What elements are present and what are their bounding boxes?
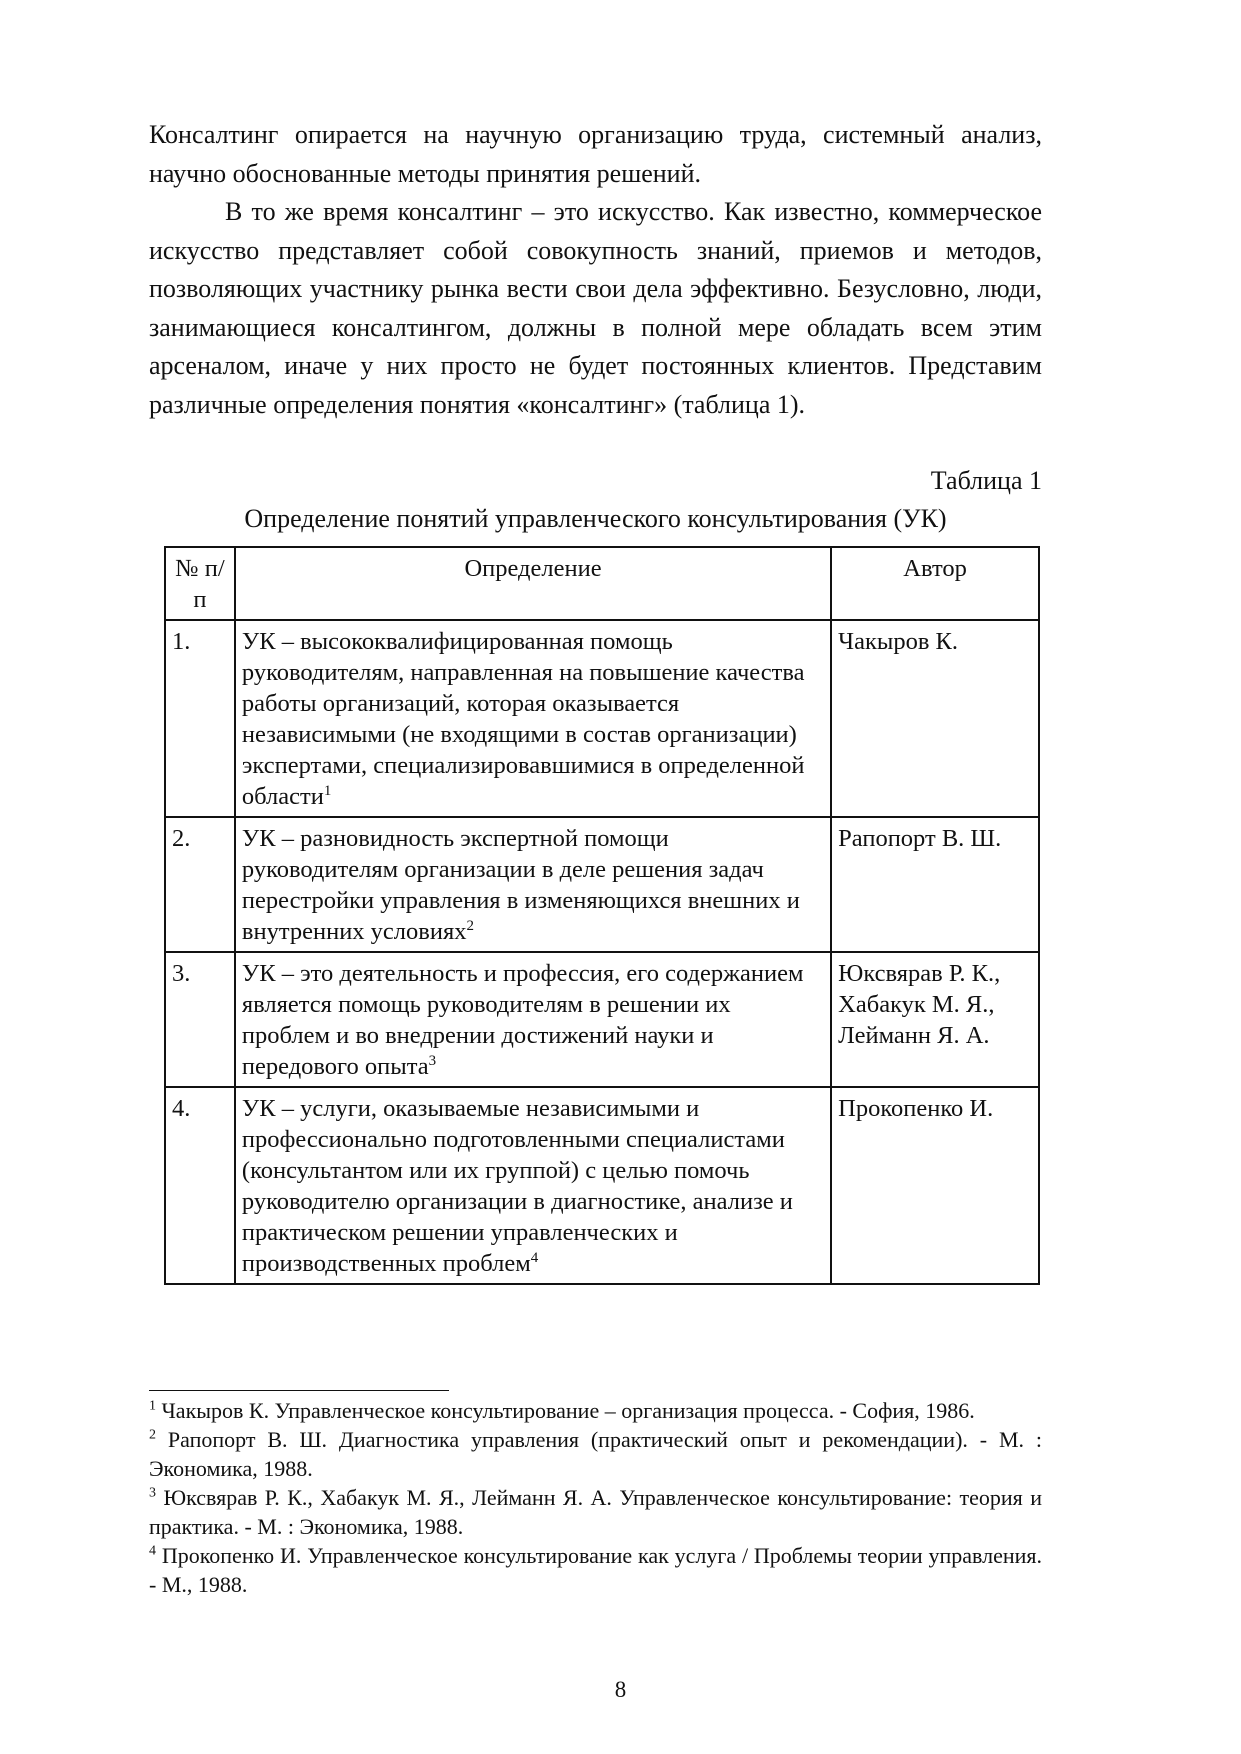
footnote-ref[interactable]: 1 [323,782,332,799]
definition-text: УК – разновидность экспертной помощи руководителям организации в деле решения задач перестройки управления в изменяющихся внешних и внутренних условиях [241,825,800,945]
header-num: № п/п [165,547,235,620]
row-definition [235,817,831,952]
header-definition: Определение [235,547,831,620]
footnote-mark: 1 [149,1398,156,1414]
footnote-mark: 3 [149,1485,156,1501]
footnote-ref[interactable]: 4 [530,1249,539,1266]
footnote-mark: 2 [149,1427,156,1443]
footnote-2 [149,1425,1042,1483]
footnotes [149,1396,1042,1599]
table-row [165,1087,1039,1284]
footnote-3 [149,1483,1042,1541]
row-author: Прокопенко И. [831,1087,1039,1284]
footnote-text: Рапопорт В. Ш. Диагностика управления (практический опыт и рекомендации). - М. : Экономика, 1988. [149,1427,1043,1481]
paragraph-2: В то же время консалтинг – это искусство. Как известно, коммерческое искусство представляет собой совокупность знаний, приемов и методов, позволяющих участнику рынка вести свои дела эффективно. Безусловно, люди, занимающиеся консалтингом, должны в полной мере обладать всем этим арсеналом, иначе у них просто не будет постоянных клиентов. Представим различные определения понятия «консалтинг» (таблица 1). [149,197,1042,419]
footnote-text: Прокопенко И. Управленческое консультирование как услуга / Проблемы теории управления. - М., 1988. [149,1543,1042,1597]
footnote-mark: 4 [149,1543,156,1559]
row-author: Рапопорт В. Ш. [831,817,1039,952]
definition-text: УК – услуги, оказываемые независимыми и профессионально подготовленными специалистами (консультантом или их группой) с целью помочь руководителю организации в диагностике, анализе и практическом решении управленческих и производственных проблем [241,1095,793,1277]
table-row [165,952,1039,1087]
footnote-ref[interactable]: 3 [428,1052,437,1069]
footnote-text: Чакыров К. Управленческое консультирование – организация процесса. - София, 1986. [161,1398,975,1423]
footnote-1 [149,1396,1042,1425]
row-num: 1. [165,620,235,817]
table-label: Таблица 1 [930,466,1042,495]
table-row [165,817,1039,952]
page-number: 8 [614,1677,627,1702]
row-author: Чакыров К. [831,620,1039,817]
footnote-text: Юксвярав Р. К., Хабакук М. Я., Лейманн Я. А. Управленческое консультирование: теория и практика. - М. : Экономика, 1988. [149,1485,1043,1539]
row-definition [235,1087,831,1284]
footnote-ref[interactable]: 2 [466,917,474,934]
table-row [165,620,1039,817]
header-author: Автор [831,547,1039,620]
row-num: 2. [165,817,235,952]
definition-text: УК – высококвалифицированная помощь руководителям, направленная на повышение качества работы организаций, которая оказывается независимыми (не входящими в состав организации) экспертами, специализировавшимися в определенной области [241,628,805,810]
table-header-row [165,547,1039,620]
row-author: Юксвярав Р. К., Хабакук М. Я., Лейманн Я. А. [831,952,1039,1087]
table-title: Определение понятий управленческого консультирования (УК) [244,504,947,533]
footnote-separator [149,1390,449,1391]
row-definition [235,952,831,1087]
definitions-table [164,546,1040,1285]
definition-text: УК – это деятельность и профессия, его содержанием является помощь руководителям в решении их проблем и во внедрении достижений науки и передового опыта [241,960,804,1080]
footnote-4 [149,1541,1042,1599]
row-num: 3. [165,952,235,1087]
row-num: 4. [165,1087,235,1284]
row-definition [235,620,831,817]
paragraph-1: Консалтинг опирается на научную организацию труда, системный анализ, научно обоснованные методы принятия решений. [149,120,1042,188]
